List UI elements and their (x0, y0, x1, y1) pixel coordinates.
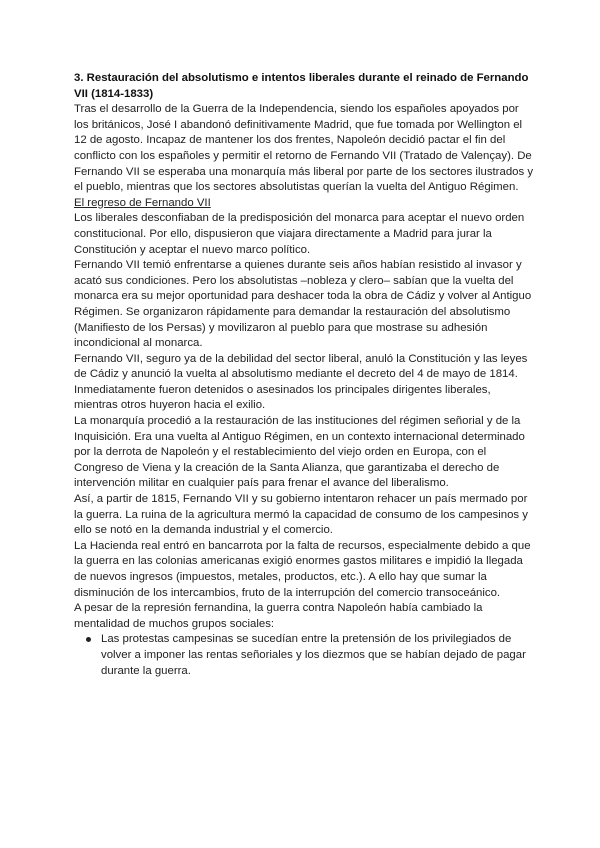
paragraph-7: A pesar de la represión fernandina, la guerra contra Napoleón había cambiado la mentalidad de muchos grupos sociales: (74, 602, 483, 630)
list-item (74, 632, 534, 679)
document-page (74, 71, 534, 679)
paragraph-2: Fernando VII temió enfrentarse a quienes durante seis años habían resistido al invasor y acató sus condiciones. Pero los absolutistas –nobleza y clero– sabían que la vuelta del monarca era su mejor oportunidad para deshacer toda la obra de Cádiz y volver al Antiguo Régimen. Se organizaron rápidamente para demandar la restauración del absolutismo (Manifiesto de los Persas) y movilizaron al pueblo para que mostrase su adhesión incondicional al monarca. (74, 259, 532, 350)
bullet-icon (86, 637, 91, 642)
paragraph-3: Fernando VII, seguro ya de la debilidad del sector liberal, anuló la Constitución y las leyes de Cádiz y anunció la vuelta al absolutismo mediante el decreto del 4 de mayo de 1814. Inmediatamente fueron detenidos o asesinados los principales dirigentes liberales, mientras otros huyeron hacia el exilio. (74, 352, 528, 412)
intro-paragraph: Tras el desarrollo de la Guerra de la Independencia, siendo los españoles apoyados por los británicos, José I abandonó definitivamente Madrid, que fue tomada por Wellington el 12 de agosto. Incapaz de mantener los dos frentes, Napoleón decidió pactar el fin del conflicto con los españoles y permitir el retorno de Fernando VII (Tratado de Valençay). De Fernando VII se esperaba una monarquía más liberal por parte de los sectores ilustrados y el pueblo, mientras que los sectores absolutistas querían la vuelta del Antiguo Régimen. (74, 103, 534, 194)
section-title: 3. Restauración del absolutismo e intentos liberales durante el reinado de Fernando VII (1814-1833) (74, 72, 529, 100)
subheading: El regreso de Fernando VII (74, 196, 211, 209)
paragraph-1: Los liberales desconfiaban de la predisposición del monarca para aceptar el nuevo orden constitucional. Por ello, dispusieron que viajara directamente a Madrid para jurar la Constitución y aceptar el nuevo marco político. (74, 212, 525, 256)
paragraph-6: La Hacienda real entró en bancarrota por la falta de recursos, especialmente debido a que la guerra en las colonias americanas exigió enormes gastos militares e impidió la llegada de nuevos ingresos (impuestos, metales, productos, etc.). A ello hay que sumar la disminución de los intercambios, fruto de la interrupción del comercio transoceánico. (74, 539, 531, 599)
paragraph-5: Así, a partir de 1815, Fernando VII y su gobierno intentaron rehacer un país mermado por la guerra. La ruina de la agricultura mermó la capacidad de consumo de los campesinos y ello se notó en la demanda industrial y el comercio. (74, 493, 528, 537)
list-item-text: Las protestas campesinas se sucedían entre la pretensión de los privilegiados de volver a imponer las rentas señoriales y los diezmos que se habían dejado de pagar durante la guerra. (101, 633, 526, 677)
paragraph-4: La monarquía procedió a la restauración de las instituciones del régimen señorial y de la Inquisición. Era una vuelta al Antiguo Régimen, en un contexto internacional determinado por la derrota de Napoleón y el restablecimiento del viejo orden en Europa, con el Congreso de Viena y la creación de la Santa Alianza, que garantizaba el derecho de intervención militar en cualquier país para frenar el avance del liberalismo. (74, 415, 525, 490)
bullet-list (74, 632, 534, 679)
